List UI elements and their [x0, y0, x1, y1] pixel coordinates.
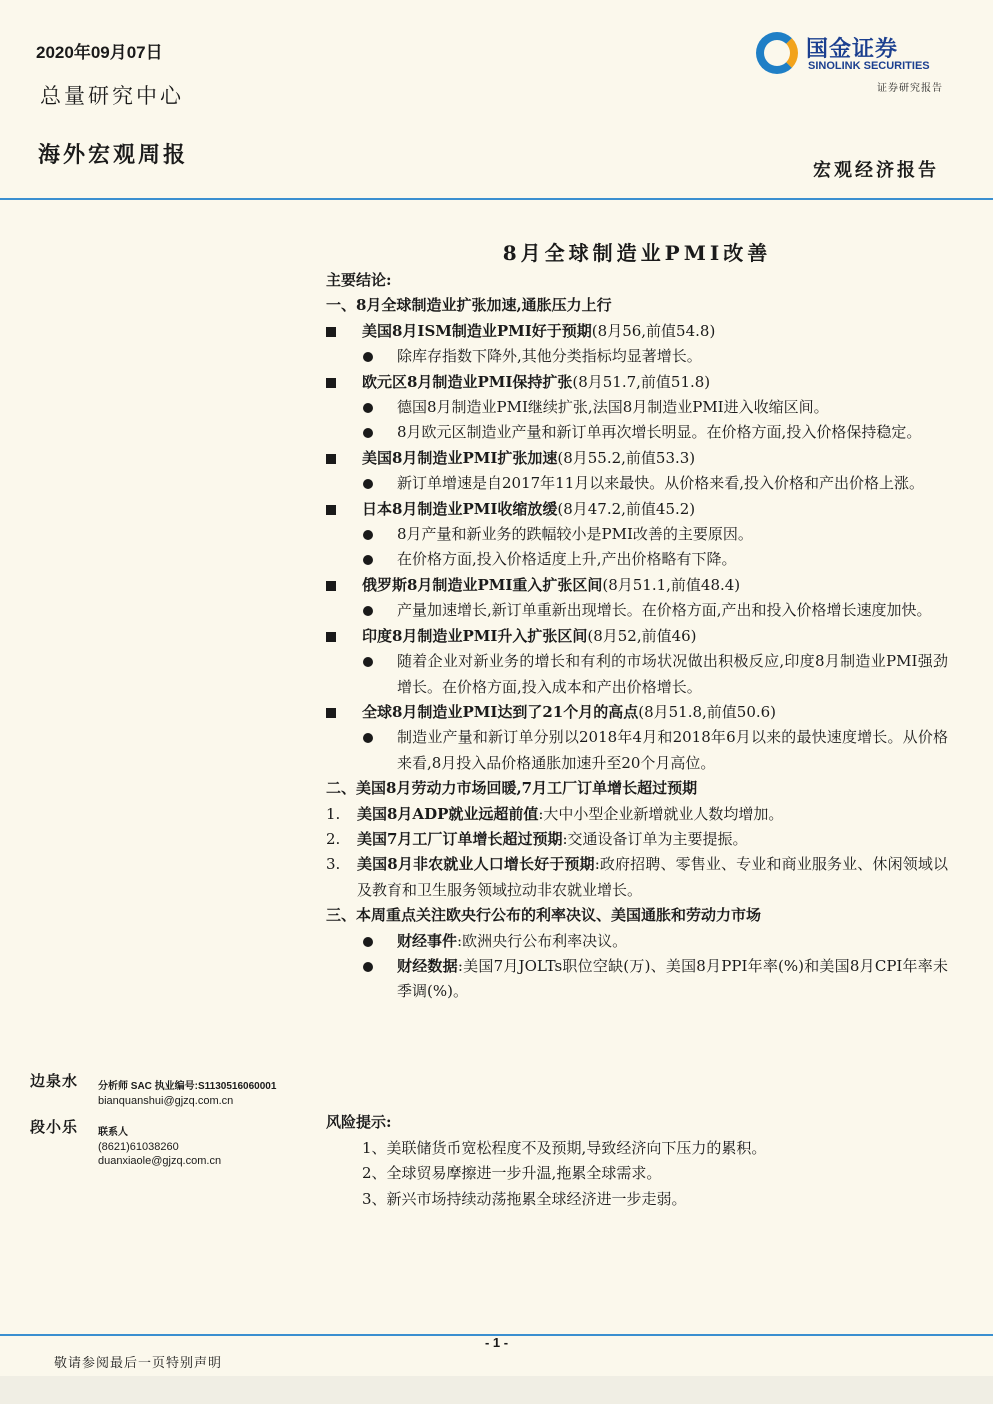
item-text: :美国7月JOLTs职位空缺(万)、美国8月PPI年率(%)和美国8月CPI年率未季调(%)。 [397, 956, 948, 1001]
analyst-email[interactable]: bianquanshui@gjzq.com.cn [98, 1095, 234, 1107]
bullet-detail: (8月51.7,前值51.8) [572, 372, 711, 391]
dot-bullet-icon [363, 479, 373, 489]
bullet-item [326, 319, 948, 344]
contact-email[interactable]: duanxiaole@gjzq.com.cn [98, 1155, 222, 1167]
dot-bullet-icon [363, 403, 373, 413]
bullet-item [326, 497, 948, 522]
contact-role: 联系人 [98, 1127, 128, 1138]
summary-label: 主要结论: [326, 271, 392, 289]
bullet-title: 俄罗斯8月制造业PMI重入扩张区间 [362, 575, 603, 594]
logo-mark-icon [756, 32, 798, 74]
item-lead: 财经数据 [397, 956, 458, 975]
sub-bullet-item [326, 547, 948, 572]
item-number: 2. [326, 829, 341, 848]
sub-bullet-text: 产量加速增长,新订单重新出现增长。在价格方面,产出和投入价格增长速度加快。 [397, 601, 932, 620]
item-number: 3. [326, 855, 341, 874]
section-heading: 二、美国8月劳动力市场回暖,7月工厂订单增长超过预期 [326, 779, 698, 798]
sub-bullet-item [326, 929, 948, 954]
analyst-name: 边泉水 [30, 1072, 79, 1090]
disclaimer-note: 敬请参阅最后一页特别声明 [54, 1356, 223, 1371]
bullet-title: 日本8月制造业PMI收缩放缓 [362, 499, 558, 518]
numbered-item [326, 827, 948, 852]
sub-bullet-item [326, 598, 948, 623]
contact-name: 段小乐 [30, 1118, 79, 1136]
sub-bullet-item [326, 954, 948, 1005]
sub-bullet-text: 在价格方面,投入价格适度上升,产出价格略有下降。 [397, 550, 737, 569]
item-lead: 美国7月工厂订单增长超过预期 [357, 829, 563, 848]
risk-section [326, 1110, 948, 1212]
sub-bullet-text: 德国8月制造业PMI继续扩张,法国8月制造业PMI进入收缩区间。 [397, 398, 829, 417]
square-bullet-icon [326, 632, 336, 642]
dot-bullet-icon [363, 555, 373, 565]
item-lead: 财经事件 [397, 931, 458, 950]
bullet-item [326, 446, 948, 471]
sub-bullet-item [326, 649, 948, 700]
bullet-detail: (8月51.1,前值48.4) [602, 575, 741, 594]
bullet-detail: (8月55.2,前值53.3) [557, 448, 696, 467]
bullet-title: 欧元区8月制造业PMI保持扩张 [362, 372, 573, 391]
company-logo [756, 30, 946, 78]
sub-bullet-item [326, 395, 948, 420]
bullet-detail: (8月52,前值46) [587, 626, 697, 645]
square-bullet-icon [326, 708, 336, 718]
sub-bullet-text: 随着企业对新业务的增长和有利的市场状况做出积极反应,印度8月制造业PMI强劲增长。在价格方面,投入成本和产出价格增长。 [397, 652, 948, 696]
bullet-item [326, 624, 948, 649]
report-title: 8月全球制造业PMI改善 [502, 241, 772, 265]
item-lead: 美国8月ADP就业远超前值 [357, 804, 539, 823]
research-center: 总量研究中心 [40, 84, 184, 108]
dot-bullet-icon [363, 606, 373, 616]
risk-title: 风险提示: [326, 1113, 392, 1131]
item-number: 1. [326, 804, 341, 823]
item-text: :欧洲央行公布利率决议。 [457, 931, 628, 950]
numbered-item [326, 852, 948, 903]
sub-bullet-item [326, 725, 948, 776]
square-bullet-icon [326, 378, 336, 388]
item-lead: 美国8月非农就业人口增长好于预期 [357, 855, 595, 874]
item-text: :政府招聘、零售业、专业和商业服务业、休闲领域以及教育和卫生服务领域拉动非农就业增长。 [357, 855, 948, 899]
logo-cn: 国金证券 [806, 37, 899, 62]
risk-item: 3、新兴市场持续动荡拖累全球经济进一步走弱。 [362, 1189, 687, 1208]
contact-phone: (8621)61038260 [98, 1141, 179, 1153]
bullet-detail: (8月47.2,前值45.2) [557, 499, 696, 518]
report-type: 宏观经济报告 [813, 160, 939, 181]
page-bottom-bar [0, 1376, 993, 1404]
section-heading: 一、8月全球制造业扩张加速,通胀压力上行 [326, 296, 612, 315]
sub-bullet-text: 新订单增速是自2017年11月以来最快。从价格来看,投入价格和产出价格上涨。 [397, 474, 925, 493]
square-bullet-icon [326, 581, 336, 591]
square-bullet-icon [326, 454, 336, 464]
bullet-item [326, 573, 948, 598]
dot-bullet-icon [363, 962, 373, 972]
dot-bullet-icon [363, 733, 373, 743]
dot-bullet-icon [363, 530, 373, 540]
bullet-title: 美国8月制造业PMI扩张加速 [362, 448, 558, 467]
bullet-detail: (8月56,前值54.8) [591, 321, 716, 340]
sub-bullet-item [326, 420, 948, 445]
bullet-item [326, 700, 948, 725]
sub-bullet-item [326, 344, 948, 369]
report-body [326, 238, 948, 1005]
square-bullet-icon [326, 327, 336, 337]
square-bullet-icon [326, 505, 336, 515]
bullet-title: 全球8月制造业PMI达到了21个月的高点 [362, 702, 639, 721]
risk-item: 2、全球贸易摩擦进一步升温,拖累全球需求。 [362, 1164, 662, 1183]
dot-bullet-icon [363, 352, 373, 362]
bullet-title: 美国8月ISM制造业PMI好于预期 [362, 321, 592, 340]
item-text: :大中小型企业新增就业人数均增加。 [538, 804, 784, 823]
sub-bullet-text: 8月欧元区制造业产量和新订单再次增长明显。在价格方面,投入价格保持稳定。 [397, 423, 922, 442]
sub-bullet-text: 制造业产量和新订单分别以2018年4月和2018年6月以来的最快速度增长。从价格来看,8月投入品价格通胀加速升至20个月高位。 [397, 728, 948, 772]
risk-item: 1、美联储货币宽松程度不及预期,导致经济向下压力的累积。 [362, 1139, 767, 1157]
sub-bullet-item [326, 471, 948, 496]
bullet-detail: (8月51.8,前值50.6) [638, 702, 777, 721]
dot-bullet-icon [363, 937, 373, 947]
report-series-name: 海外宏观周报 [38, 142, 189, 168]
sub-bullet-text: 8月产量和新业务的跌幅较小是PMI改善的主要原因。 [397, 525, 753, 544]
section-heading: 三、本周重点关注欧央行公布的利率决议、美国通胀和劳动力市场 [326, 906, 762, 925]
sub-bullet-text: 除库存指数下降外,其他分类指标均显著增长。 [397, 347, 702, 366]
logo-en: SINOLINK SECURITIES [808, 60, 930, 72]
bullet-title: 印度8月制造业PMI升入扩张区间 [362, 626, 588, 645]
dot-bullet-icon [363, 657, 373, 667]
page-number: - 1 - [484, 1335, 509, 1350]
bullet-item [326, 370, 948, 395]
numbered-item [326, 802, 948, 827]
sub-bullet-item [326, 522, 948, 547]
report-date: 2020年09月07日 [36, 43, 163, 62]
analyst-role: 分析师 SAC 执业编号:S1130516060001 [98, 1081, 277, 1092]
report-header [0, 0, 993, 200]
item-text: :交通设备订单为主要提振。 [562, 829, 748, 848]
logo-subtitle: 证券研究报告 [877, 83, 943, 94]
dot-bullet-icon [363, 428, 373, 438]
